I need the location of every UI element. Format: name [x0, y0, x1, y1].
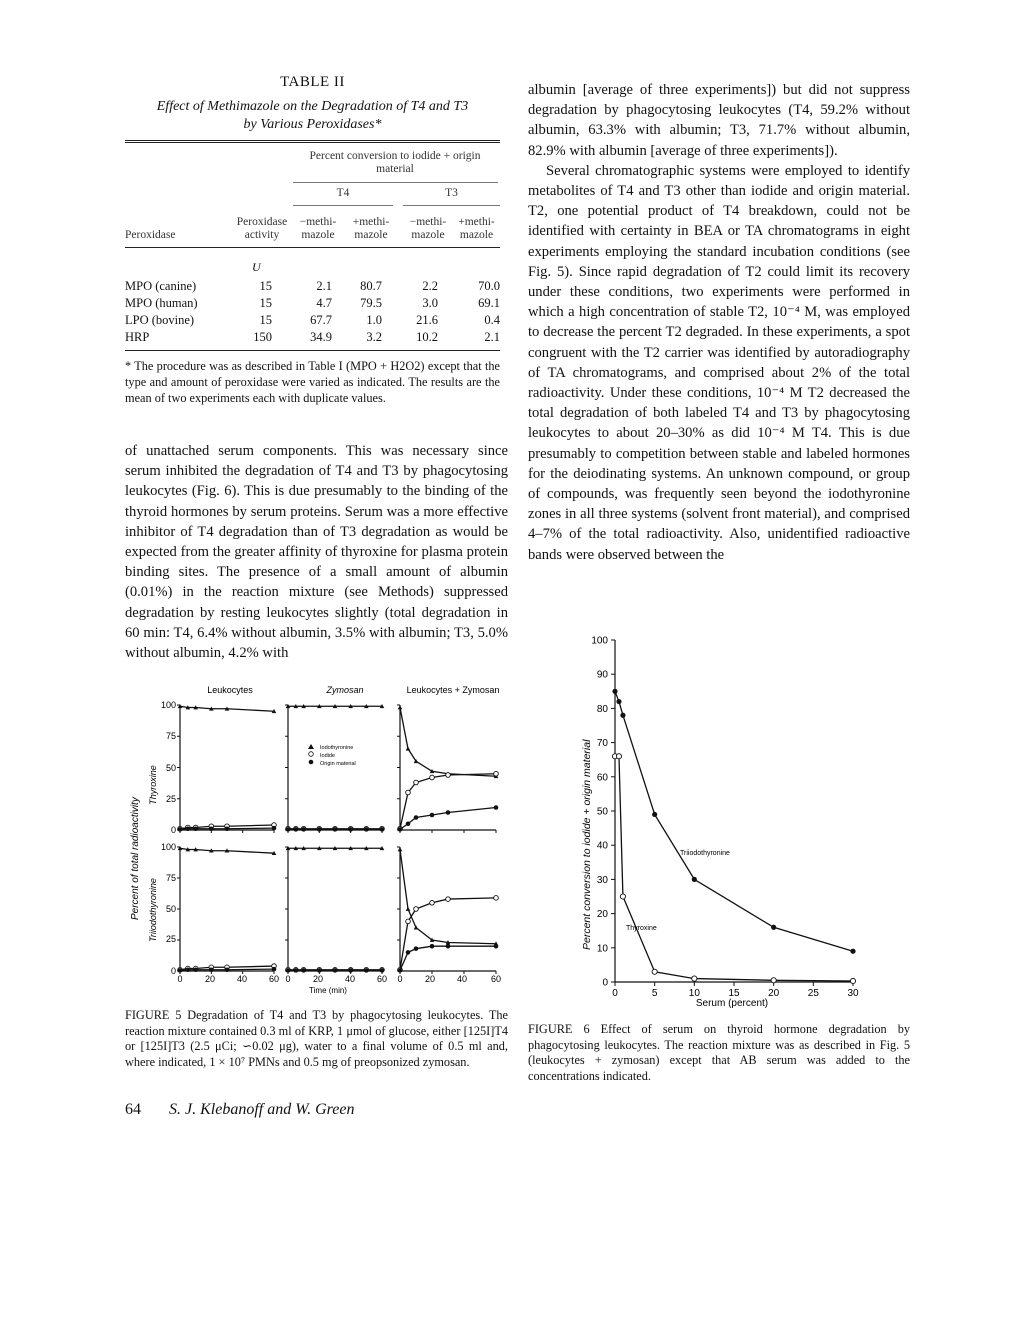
iodide-point — [430, 901, 435, 906]
figure-6 — [560, 630, 910, 1010]
panel-title-leukocytes: Leukocytes — [207, 685, 253, 695]
caption-label: FIGURE 6 — [528, 1022, 590, 1036]
fig6-ylabel: Percent conversion to iodide + origin material — [581, 739, 593, 950]
triiodothyronine-point — [850, 949, 855, 954]
row-name: LPO (bovine) — [125, 313, 195, 327]
fig5-yticks-top — [161, 700, 176, 835]
row-t4-plus: 79.5 — [360, 296, 382, 310]
legend-marker-circle-filled — [309, 760, 314, 765]
y-tick-label: 30 — [596, 874, 608, 886]
table-body — [125, 277, 500, 345]
fig5-panel — [285, 704, 384, 833]
row-activity: 15 — [259, 313, 272, 327]
figure-5-caption — [125, 1008, 508, 1070]
figure-5 — [110, 680, 520, 1000]
origin-material-point — [317, 827, 322, 832]
left-column-text — [125, 441, 508, 663]
table-header-t4: T4 — [336, 187, 350, 199]
origin-material-point — [414, 815, 419, 820]
origin-material-point — [301, 827, 306, 832]
origin-material-point — [348, 827, 353, 832]
fig5-ylabel-top: Thyroxine — [148, 765, 158, 805]
table-header-group: Percent conversion to iodide + origin material — [309, 150, 481, 175]
origin-material-point — [225, 826, 230, 831]
origin-material-point — [398, 827, 403, 832]
fig5-panel — [177, 704, 276, 833]
x-tick-label: 30 — [847, 988, 859, 999]
table-footnote: * The procedure was as described in Table I (MPO + H2O2) except that the type and amount of peroxidase were varied as indicated. The results are the mean of two experiments each with duplicate values. — [125, 359, 500, 405]
fig6-xlabel: Serum (percent) — [695, 998, 769, 1009]
iodide-point — [414, 907, 419, 912]
legend-marker-triangle — [308, 744, 314, 749]
iodothyronine-point — [406, 746, 411, 750]
xtick: 20 — [424, 974, 436, 984]
iodide-point — [414, 780, 419, 785]
fig5-xticks — [177, 974, 501, 984]
row-t4-minus: 67.7 — [310, 313, 332, 327]
origin-material-point — [494, 944, 499, 949]
triiodothyronine-point — [616, 699, 621, 704]
origin-material-point — [209, 967, 214, 972]
y-tick-label: 60 — [596, 772, 608, 784]
origin-material-point — [178, 968, 183, 973]
series-label-thyroxine: Thyroxine — [626, 925, 657, 932]
ytick: 50 — [165, 763, 176, 773]
xtick: 40 — [344, 974, 356, 984]
row-t4-minus: 34.9 — [310, 330, 332, 344]
ytick: 25 — [165, 794, 176, 804]
origin-material-point — [186, 967, 191, 972]
ytick: 100 — [160, 700, 176, 710]
origin-material-point — [430, 813, 435, 818]
xtick: 0 — [177, 974, 183, 984]
origin-material-point — [186, 826, 191, 831]
xtick: 20 — [312, 974, 324, 984]
x-tick-label: 10 — [688, 988, 700, 999]
fig5-xlabel: Time (min) — [309, 986, 347, 995]
iodothyronine-point — [414, 925, 419, 929]
row-name: HRP — [125, 330, 150, 344]
row-name: MPO (canine) — [125, 279, 197, 293]
col-t3-minus: −methi-mazole — [409, 216, 447, 241]
legend-marker-circle-open — [309, 752, 314, 757]
origin-material-point — [398, 968, 403, 973]
xtick: 60 — [376, 974, 388, 984]
triiodothyronine-point — [620, 713, 625, 718]
panel-title-leuk-zymosan: Leukocytes + Zymosan — [406, 685, 500, 695]
x-tick-label: 20 — [768, 988, 780, 999]
origin-material-point — [414, 946, 419, 951]
row-t3-plus: 2.1 — [484, 330, 500, 344]
thyroxine-point — [620, 894, 625, 899]
fig5-panel — [177, 846, 276, 974]
origin-material-point — [333, 827, 338, 832]
row-activity: 15 — [259, 279, 272, 293]
iodothyronine-point — [398, 705, 403, 709]
origin-material-point — [286, 827, 291, 832]
col-activity: Peroxidase activity — [236, 216, 288, 241]
table-ii — [125, 140, 500, 344]
origin-material-point — [209, 826, 214, 831]
row-t4-minus: 2.1 — [316, 279, 332, 293]
legend-label: Iodide — [320, 753, 335, 759]
row-t3-minus: 21.6 — [416, 313, 438, 327]
table-header-t3: T3 — [445, 187, 458, 199]
iodide-point — [406, 919, 411, 924]
origin-material-point — [430, 944, 435, 949]
row-activity: 150 — [253, 330, 272, 344]
thyroxine-point — [850, 978, 855, 983]
col-t4-plus: +methi-mazole — [352, 216, 390, 241]
origin-material-point — [272, 826, 277, 831]
paragraph: Several chromatographic systems were employed to identify metabolites of T4 and T3 other than iodide and origin material. T2, one potential product of T4 breakdown, could not be identified with certainty in BEA or TA chromatograms in eight experiments employing the standard incubation conditions (see Fig. 5). Since rapid degradation of T2 could limit its recovery under these conditions, two experiments were performed in which a high concentration of stable T2, 10⁻⁴ M, was employed to decrease the percent T2 degraded. In these experiments, a spot congruent with the T2 carrier was identified by autoradiography of TA chromatograms, and comprised about 2% of the total radioactivity. Under these conditions, 10⁻⁴ M T2 decreased the total degradation of both labeled T4 and T3 by phagocytosing leukocytes to about 20–30% as did 10⁻⁴ M T4. This is due presumably to competition between stable and labeled hormones for the deiodinating systems. An unknown compound, or group of compounds, was frequently seen beyond the iodothyronine zones in all three systems (solvent front material), and comprised 4–7% of the total radioactivity. Also, unidentified radioactive bands were observed between the — [528, 162, 910, 563]
origin-material-point — [380, 827, 385, 832]
ytick: 75 — [165, 873, 176, 883]
row-activity: 15 — [259, 296, 272, 310]
ytick: 0 — [170, 966, 176, 976]
fig5-legend — [308, 744, 356, 767]
figure-6-caption — [528, 1022, 910, 1084]
series-line — [400, 708, 496, 777]
thyroxine-point — [692, 976, 697, 981]
page-number: 64 — [125, 1101, 141, 1118]
row-t3-plus: 69.1 — [478, 296, 500, 310]
origin-material-point — [406, 821, 411, 826]
y-tick-label: 50 — [596, 806, 608, 818]
row-t4-plus: 1.0 — [366, 313, 382, 327]
origin-material-point — [364, 968, 369, 973]
series-label-triiodothyronine: Triiodothyronine — [680, 850, 730, 857]
page-footer — [125, 1101, 354, 1119]
y-tick-label: 40 — [596, 840, 608, 852]
col-peroxidase: Peroxidase — [125, 229, 176, 241]
thyroxine-point — [652, 969, 657, 974]
fig5-ylabel-bottom: Triiodothyronine — [148, 878, 158, 942]
origin-material-point — [193, 826, 198, 831]
ytick: 25 — [165, 934, 176, 944]
origin-material-point — [494, 805, 499, 810]
row-t3-minus: 3.0 — [422, 296, 438, 310]
paragraph: of unattached serum components. This was necessary since serum inhibited the degradation of T4 and T3 by phagocytosing leukocytes (Fig. 6). This is due presumably to the binding of the thyroid hormones by serum proteins. Serum was a more effective inhibitor of T4 degradation than of T3 degradation as would be expected from the greater affinity of thyroxine for plasma protein binding sites. The presence of a small amount of albumin (0.01%) in the reaction mixture (see Methods) suppressed degradation by resting leukocytes slightly (total degradation in 60 min: T4, 6.4% without albumin, 3.5% with albumin; T3, 5.0% without albumin, 4.2% with — [125, 443, 508, 662]
origin-material-point — [446, 944, 451, 949]
xtick: 60 — [268, 974, 280, 984]
x-tick-label: 5 — [651, 988, 658, 999]
caption-text: Effect of serum on thyroid hormone degradation by phagocytosing leukocytes. The reaction mixture was as described in Fig. 5 (leukocytes + zymosan) except that AB serum was added to the concentrations indicated. — [528, 1022, 910, 1083]
x-tick-label: 15 — [728, 988, 740, 999]
ytick: 0 — [170, 825, 176, 835]
fig5-yticks-bottom — [161, 842, 176, 976]
col-t3-plus: +methi-mazole — [458, 216, 495, 241]
fig5-panel — [285, 846, 384, 974]
origin-material-point — [364, 827, 369, 832]
unit-label: U — [252, 260, 261, 274]
iodide-point — [446, 897, 451, 902]
row-t4-minus: 4.7 — [316, 296, 332, 310]
iodothyronine-point — [406, 907, 411, 911]
xtick: 0 — [397, 974, 403, 984]
origin-material-point — [286, 968, 291, 973]
origin-material-point — [294, 968, 299, 973]
origin-material-point — [225, 967, 230, 972]
origin-material-point — [348, 968, 353, 973]
row-t3-minus: 2.2 — [422, 279, 438, 293]
fig5-ylabel: Percent of total radioactivity — [130, 797, 141, 920]
triiodothyronine-point — [612, 689, 617, 694]
paragraph: albumin [average of three experiments]) but did not suppress degradation by phagocytosing leukocytes (T4, 59.2% without albumin, 63.3% with albumin; T3, 71.7% without albumin, 82.9% with albumin [average of three experiments]). — [528, 82, 910, 159]
caption-text: Degradation of T4 and T3 by phagocytosing leukocytes. The reaction mixture contained 0.3 ml of KRP, 1 μmol of glucose, either [125I]T4 or [125I]T3 (2.5 μCi; ∽0.02 μg), water to a final volume of 0.5 ml and, where indicated, 1 × 10⁷ PMNs and 0.5 mg of preopsonized zymosan. — [125, 1008, 508, 1069]
x-tick-label: 25 — [807, 988, 819, 999]
x-tick-label: 0 — [612, 988, 618, 999]
xtick: 60 — [490, 974, 502, 984]
fig5-panel — [397, 705, 498, 833]
table-subtitle — [125, 98, 500, 134]
iodide-point — [430, 775, 435, 780]
table-row — [125, 294, 500, 311]
y-tick-label: 20 — [596, 909, 608, 921]
row-name: MPO (human) — [125, 296, 198, 310]
origin-material-point — [272, 967, 277, 972]
origin-material-point — [446, 810, 451, 815]
table-title: TABLE II — [280, 74, 345, 90]
iodothyronine-point — [398, 847, 403, 851]
xtick: 20 — [204, 974, 216, 984]
origin-material-point — [317, 968, 322, 973]
origin-material-point — [333, 968, 338, 973]
iodide-point — [494, 771, 499, 776]
col-t4-minus: −methi-mazole — [299, 216, 337, 241]
triiodothyronine-point — [771, 925, 776, 930]
origin-material-point — [301, 968, 306, 973]
origin-material-point — [380, 968, 385, 973]
ytick: 50 — [165, 904, 176, 914]
y-tick-label: 90 — [596, 669, 608, 681]
series-line — [615, 756, 853, 981]
table-row — [125, 311, 500, 328]
thyroxine-point — [771, 978, 776, 983]
y-tick-label: 80 — [596, 703, 608, 715]
caption-label: FIGURE 5 — [125, 1008, 182, 1022]
table-subtitle-line2: by Various Peroxidases* — [243, 117, 382, 132]
xtick: 40 — [456, 974, 468, 984]
y-tick-label: 0 — [602, 977, 608, 989]
table-subtitle-line1: Effect of Methimazole on the Degradation of T4 and T3 — [156, 99, 469, 114]
xtick: 0 — [285, 974, 291, 984]
iodide-point — [446, 773, 451, 778]
legend-label: Origin material — [320, 761, 356, 767]
row-t3-minus: 10.2 — [416, 330, 438, 344]
fig5-panel — [397, 847, 498, 974]
row-t4-plus: 80.7 — [360, 279, 382, 293]
y-tick-label: 70 — [596, 738, 608, 750]
xtick: 40 — [236, 974, 248, 984]
series-line — [615, 691, 853, 951]
table-row — [125, 328, 500, 345]
legend-label: Iodothyronine — [320, 745, 354, 751]
triiodothyronine-point — [652, 812, 657, 817]
thyroxine-point — [616, 754, 621, 759]
row-t4-plus: 3.2 — [366, 330, 382, 344]
fig6-plot-area — [591, 636, 859, 1000]
y-tick-label: 10 — [596, 943, 608, 955]
origin-material-point — [406, 950, 411, 955]
iodide-point — [494, 896, 499, 901]
row-t3-plus: 70.0 — [478, 279, 500, 293]
iodide-point — [406, 790, 411, 795]
row-t3-plus: 0.4 — [484, 313, 500, 327]
origin-material-point — [193, 967, 198, 972]
ytick: 100 — [160, 842, 176, 852]
ytick: 75 — [165, 731, 176, 741]
origin-material-point — [178, 827, 183, 832]
authors: S. J. Klebanoff and W. Green — [169, 1101, 355, 1118]
right-column-text — [528, 80, 910, 565]
origin-material-point — [294, 827, 299, 832]
table-row — [125, 277, 500, 294]
panel-title-zymosan: Zymosan — [326, 685, 364, 695]
y-tick-label: 100 — [591, 635, 608, 647]
triiodothyronine-point — [692, 877, 697, 882]
